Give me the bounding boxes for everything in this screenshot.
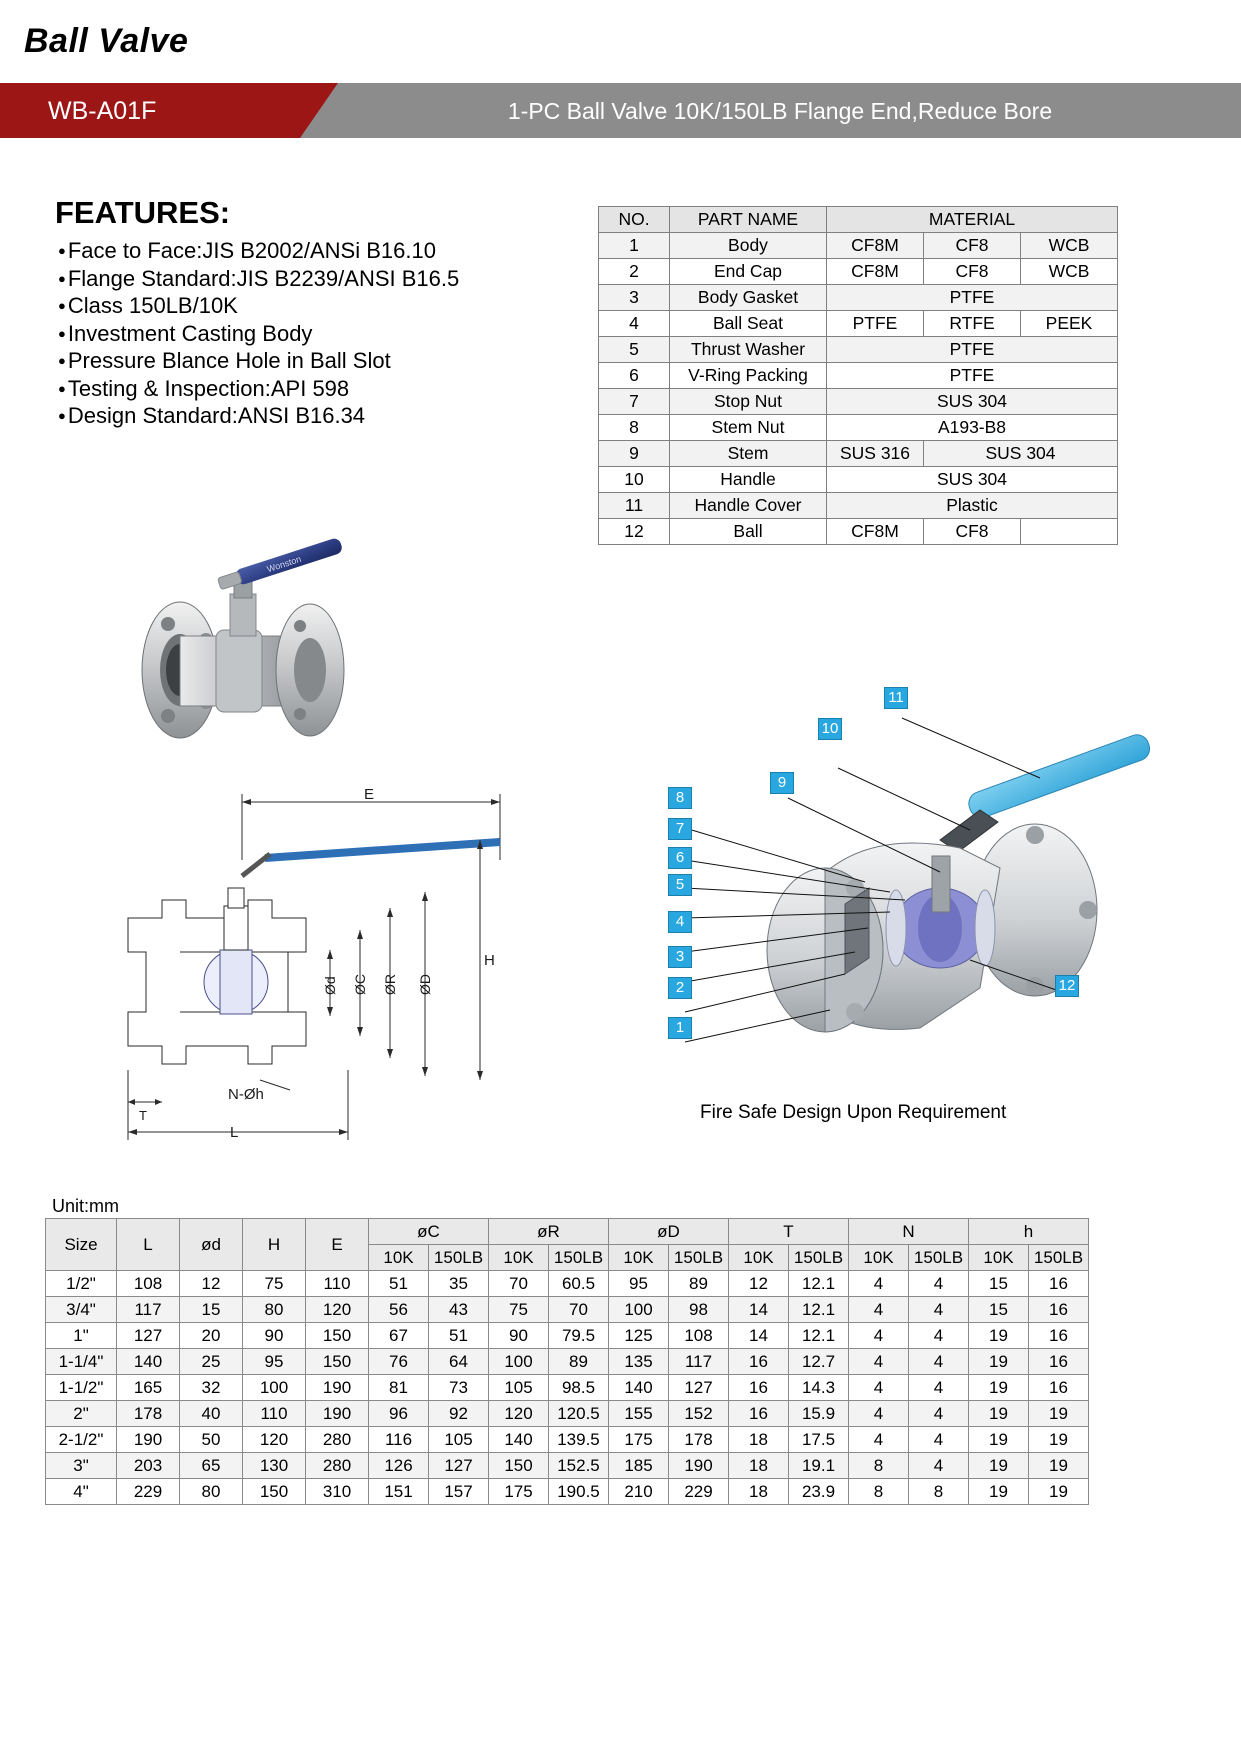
- part-material: SUS 304: [827, 467, 1118, 493]
- feature-item: ● Design Standard:ANSI B16.34: [58, 402, 459, 430]
- cell-L: 190: [117, 1427, 180, 1453]
- dimension-drawing: [80, 780, 600, 1160]
- cell-D-150lb: 89: [669, 1271, 729, 1297]
- cell-T-10k: 18: [729, 1453, 789, 1479]
- dim-subheader-10k: 10K: [849, 1245, 909, 1271]
- cell-d: 65: [180, 1453, 243, 1479]
- cell-H: 120: [243, 1427, 306, 1453]
- part-no: 4: [599, 311, 670, 337]
- callout-2: 2: [668, 977, 692, 999]
- table-row: [599, 285, 1118, 311]
- table-header-row: [599, 207, 1118, 233]
- cell-L: 108: [117, 1271, 180, 1297]
- part-name: Body: [670, 233, 827, 259]
- cell-R-150lb: 152.5: [549, 1453, 609, 1479]
- cell-T-150lb: 15.9: [789, 1401, 849, 1427]
- features-list: [58, 237, 459, 430]
- cell-H: 95: [243, 1349, 306, 1375]
- dim-label-d: Ød: [322, 976, 338, 995]
- cell-N-10k: 4: [849, 1375, 909, 1401]
- cell-h-150lb: 19: [1029, 1401, 1089, 1427]
- part-name: Handle Cover: [670, 493, 827, 519]
- table-row: [46, 1271, 1089, 1297]
- part-name: Ball Seat: [670, 311, 827, 337]
- cell-d: 32: [180, 1375, 243, 1401]
- part-material: RTFE: [924, 311, 1021, 337]
- cell-R-10k: 70: [489, 1271, 549, 1297]
- part-material: PTFE: [827, 285, 1118, 311]
- cell-T-150lb: 12.7: [789, 1349, 849, 1375]
- cell-size: 4": [46, 1479, 117, 1505]
- table-row: [46, 1349, 1089, 1375]
- cell-C-10k: 81: [369, 1375, 429, 1401]
- callout-4: 4: [668, 911, 692, 933]
- part-material: CF8M: [827, 519, 924, 545]
- table-row: [46, 1427, 1089, 1453]
- feature-item: ● Pressure Blance Hole in Ball Slot: [58, 347, 459, 375]
- cell-R-150lb: 120.5: [549, 1401, 609, 1427]
- cell-size: 2-1/2": [46, 1427, 117, 1453]
- dim-header-d: ød: [180, 1219, 243, 1271]
- dim-header-H: H: [243, 1219, 306, 1271]
- cell-R-150lb: 70: [549, 1297, 609, 1323]
- cell-D-10k: 100: [609, 1297, 669, 1323]
- cell-N-150lb: 4: [909, 1427, 969, 1453]
- cell-h-150lb: 16: [1029, 1271, 1089, 1297]
- cell-D-150lb: 152: [669, 1401, 729, 1427]
- part-name: V-Ring Packing: [670, 363, 827, 389]
- callout-7: 7: [668, 818, 692, 840]
- part-name: Thrust Washer: [670, 337, 827, 363]
- part-no: 5: [599, 337, 670, 363]
- cell-N-10k: 4: [849, 1323, 909, 1349]
- cell-size: 3": [46, 1453, 117, 1479]
- feature-item: ● Testing & Inspection:API 598: [58, 375, 459, 403]
- feature-item: ● Class 150LB/10K: [58, 292, 459, 320]
- part-no: 11: [599, 493, 670, 519]
- cell-T-150lb: 12.1: [789, 1323, 849, 1349]
- cell-E: 120: [306, 1297, 369, 1323]
- cell-H: 80: [243, 1297, 306, 1323]
- table-row: [599, 311, 1118, 337]
- dim-header-T: T: [729, 1219, 849, 1245]
- cell-h-10k: 19: [969, 1427, 1029, 1453]
- table-row: [46, 1479, 1089, 1505]
- cell-T-150lb: 19.1: [789, 1453, 849, 1479]
- cell-H: 110: [243, 1401, 306, 1427]
- part-no: 6: [599, 363, 670, 389]
- table-row: [599, 259, 1118, 285]
- part-no: 1: [599, 233, 670, 259]
- cell-D-150lb: 178: [669, 1427, 729, 1453]
- cell-N-10k: 4: [849, 1401, 909, 1427]
- callout-12: 12: [1055, 975, 1079, 997]
- dim-label-D: ØD: [417, 974, 433, 995]
- part-material: WCB: [1021, 259, 1118, 285]
- header-partname: PART NAME: [670, 207, 827, 233]
- cell-N-10k: 4: [849, 1297, 909, 1323]
- part-name: Stem: [670, 441, 827, 467]
- cell-E: 190: [306, 1401, 369, 1427]
- dim-label-L: L: [230, 1124, 239, 1141]
- cell-D-10k: 155: [609, 1401, 669, 1427]
- cell-size: 1-1/4": [46, 1349, 117, 1375]
- cell-C-10k: 151: [369, 1479, 429, 1505]
- dim-subheader-150lb: 150LB: [789, 1245, 849, 1271]
- callout-3: 3: [668, 946, 692, 968]
- cell-d: 80: [180, 1479, 243, 1505]
- cell-L: 178: [117, 1401, 180, 1427]
- part-material: PTFE: [827, 363, 1118, 389]
- dim-header-N: N: [849, 1219, 969, 1245]
- dim-header-R: øR: [489, 1219, 609, 1245]
- table-row: [599, 441, 1118, 467]
- cell-h-10k: 19: [969, 1453, 1029, 1479]
- cell-R-10k: 90: [489, 1323, 549, 1349]
- cell-L: 117: [117, 1297, 180, 1323]
- cell-h-10k: 19: [969, 1401, 1029, 1427]
- dim-subheader-10k: 10K: [609, 1245, 669, 1271]
- cell-D-10k: 125: [609, 1323, 669, 1349]
- feature-item: ● Flange Standard:JIS B2239/ANSI B16.5: [58, 265, 459, 293]
- dim-subheader-150lb: 150LB: [1029, 1245, 1089, 1271]
- part-material: CF8: [924, 259, 1021, 285]
- cell-T-10k: 14: [729, 1297, 789, 1323]
- cell-d: 50: [180, 1427, 243, 1453]
- table-row: [599, 415, 1118, 441]
- fire-safe-note: Fire Safe Design Upon Requirement: [700, 1102, 1007, 1123]
- part-material: Plastic: [827, 493, 1118, 519]
- part-material: CF8M: [827, 259, 924, 285]
- cell-N-150lb: 4: [909, 1297, 969, 1323]
- table-row: [46, 1375, 1089, 1401]
- cell-N-10k: 4: [849, 1427, 909, 1453]
- dim-header-size: Size: [46, 1219, 117, 1271]
- cell-h-10k: 19: [969, 1349, 1029, 1375]
- part-material: PTFE: [827, 337, 1118, 363]
- cell-L: 203: [117, 1453, 180, 1479]
- cell-d: 25: [180, 1349, 243, 1375]
- cell-size: 1": [46, 1323, 117, 1349]
- cell-R-10k: 75: [489, 1297, 549, 1323]
- table-row: [599, 389, 1118, 415]
- cell-R-150lb: 79.5: [549, 1323, 609, 1349]
- header-no: NO.: [599, 207, 670, 233]
- cell-C-150lb: 105: [429, 1427, 489, 1453]
- dim-label-N-holes: N-Øh: [228, 1086, 264, 1103]
- cell-C-150lb: 51: [429, 1323, 489, 1349]
- cell-D-10k: 210: [609, 1479, 669, 1505]
- cell-h-10k: 19: [969, 1375, 1029, 1401]
- callout-8: 8: [668, 787, 692, 809]
- dim-label-R: ØR: [382, 974, 398, 995]
- page-title: Ball Valve: [24, 22, 189, 60]
- cell-h-150lb: 16: [1029, 1349, 1089, 1375]
- cell-D-150lb: 127: [669, 1375, 729, 1401]
- cell-T-150lb: 12.1: [789, 1297, 849, 1323]
- cell-R-10k: 100: [489, 1349, 549, 1375]
- callout-1: 1: [668, 1017, 692, 1039]
- table-row: [599, 363, 1118, 389]
- cell-H: 75: [243, 1271, 306, 1297]
- cell-C-150lb: 43: [429, 1297, 489, 1323]
- cell-N-10k: 8: [849, 1479, 909, 1505]
- cell-T-10k: 16: [729, 1401, 789, 1427]
- callout-9: 9: [770, 772, 794, 794]
- table-row: [599, 519, 1118, 545]
- dim-header-C: øC: [369, 1219, 489, 1245]
- svg-text:Wonston: Wonston: [265, 553, 303, 575]
- cell-size: 1/2": [46, 1271, 117, 1297]
- cell-d: 40: [180, 1401, 243, 1427]
- cell-R-150lb: 139.5: [549, 1427, 609, 1453]
- cell-T-10k: 18: [729, 1479, 789, 1505]
- cell-C-150lb: 73: [429, 1375, 489, 1401]
- cell-C-150lb: 157: [429, 1479, 489, 1505]
- cell-N-150lb: 4: [909, 1323, 969, 1349]
- cell-T-10k: 18: [729, 1427, 789, 1453]
- cell-N-150lb: 4: [909, 1401, 969, 1427]
- cell-h-150lb: 16: [1029, 1297, 1089, 1323]
- part-material: SUS 304: [827, 389, 1118, 415]
- dim-subheader-10k: 10K: [969, 1245, 1029, 1271]
- cell-L: 229: [117, 1479, 180, 1505]
- cell-H: 130: [243, 1453, 306, 1479]
- cell-R-150lb: 190.5: [549, 1479, 609, 1505]
- part-no: 3: [599, 285, 670, 311]
- cell-size: 2": [46, 1401, 117, 1427]
- cell-N-10k: 8: [849, 1453, 909, 1479]
- dim-label-T: T: [139, 1108, 147, 1123]
- part-no: 12: [599, 519, 670, 545]
- callout-6: 6: [668, 847, 692, 869]
- dim-header-D: øD: [609, 1219, 729, 1245]
- unit-label: Unit:mm: [52, 1196, 119, 1216]
- cell-D-10k: 185: [609, 1453, 669, 1479]
- cell-h-150lb: 19: [1029, 1479, 1089, 1505]
- cell-D-150lb: 229: [669, 1479, 729, 1505]
- feature-item: ● Face to Face:JIS B2002/ANSi B16.10: [58, 237, 459, 265]
- part-no: 2: [599, 259, 670, 285]
- part-name: Stop Nut: [670, 389, 827, 415]
- cell-H: 90: [243, 1323, 306, 1349]
- dimension-table-body: [46, 1271, 1089, 1505]
- dim-subheader-10k: 10K: [369, 1245, 429, 1271]
- cell-C-150lb: 127: [429, 1453, 489, 1479]
- cell-d: 15: [180, 1297, 243, 1323]
- cutaway-diagram: [640, 660, 1200, 1080]
- dim-subheader-10k: 10K: [729, 1245, 789, 1271]
- cell-size: 3/4": [46, 1297, 117, 1323]
- cell-L: 165: [117, 1375, 180, 1401]
- cell-R-150lb: 98.5: [549, 1375, 609, 1401]
- cell-D-10k: 140: [609, 1375, 669, 1401]
- feature-item: ● Investment Casting Body: [58, 320, 459, 348]
- cell-H: 100: [243, 1375, 306, 1401]
- cell-C-10k: 96: [369, 1401, 429, 1427]
- cell-T-150lb: 12.1: [789, 1271, 849, 1297]
- header-material: MATERIAL: [827, 207, 1118, 233]
- cell-C-150lb: 64: [429, 1349, 489, 1375]
- table-row: [46, 1323, 1089, 1349]
- cell-T-10k: 16: [729, 1375, 789, 1401]
- cell-R-150lb: 89: [549, 1349, 609, 1375]
- part-material: PEEK: [1021, 311, 1118, 337]
- cell-E: 110: [306, 1271, 369, 1297]
- cell-T-150lb: 14.3: [789, 1375, 849, 1401]
- cell-N-150lb: 4: [909, 1349, 969, 1375]
- cell-D-150lb: 108: [669, 1323, 729, 1349]
- callout-11: 11: [884, 687, 908, 709]
- cell-E: 150: [306, 1323, 369, 1349]
- table-row: [46, 1401, 1089, 1427]
- dim-subheader-150lb: 150LB: [549, 1245, 609, 1271]
- dim-header-row-1: [46, 1219, 1089, 1245]
- part-name: Handle: [670, 467, 827, 493]
- part-no: 10: [599, 467, 670, 493]
- cell-T-10k: 12: [729, 1271, 789, 1297]
- cell-L: 127: [117, 1323, 180, 1349]
- cell-D-10k: 95: [609, 1271, 669, 1297]
- header-subtitle: 1-PC Ball Valve 10K/150LB Flange End,Reduce Bore: [507, 98, 1053, 124]
- part-name: End Cap: [670, 259, 827, 285]
- cell-R-10k: 140: [489, 1427, 549, 1453]
- cell-h-10k: 19: [969, 1479, 1029, 1505]
- cell-D-10k: 135: [609, 1349, 669, 1375]
- table-row: [599, 467, 1118, 493]
- cell-N-150lb: 4: [909, 1453, 969, 1479]
- cell-C-10k: 56: [369, 1297, 429, 1323]
- dim-label-H: H: [484, 952, 495, 969]
- cell-N-150lb: 8: [909, 1479, 969, 1505]
- dim-label-C: ØC: [352, 974, 368, 995]
- cell-N-10k: 4: [849, 1271, 909, 1297]
- cell-C-150lb: 92: [429, 1401, 489, 1427]
- cell-size: 1-1/2": [46, 1375, 117, 1401]
- cell-E: 150: [306, 1349, 369, 1375]
- dim-label-E: E: [364, 786, 375, 803]
- cell-C-10k: 51: [369, 1271, 429, 1297]
- callout-10: 10: [818, 718, 842, 740]
- cell-E: 280: [306, 1453, 369, 1479]
- part-material: CF8M: [827, 233, 924, 259]
- cell-E: 310: [306, 1479, 369, 1505]
- cell-H: 150: [243, 1479, 306, 1505]
- cell-N-10k: 4: [849, 1349, 909, 1375]
- cell-E: 280: [306, 1427, 369, 1453]
- callout-5: 5: [668, 874, 692, 896]
- cell-N-150lb: 4: [909, 1271, 969, 1297]
- cell-T-10k: 16: [729, 1349, 789, 1375]
- dim-header-L: L: [117, 1219, 180, 1271]
- cell-h-150lb: 19: [1029, 1427, 1089, 1453]
- cell-C-10k: 76: [369, 1349, 429, 1375]
- cell-D-150lb: 190: [669, 1453, 729, 1479]
- cell-C-150lb: 35: [429, 1271, 489, 1297]
- product-photo: [120, 490, 500, 780]
- features-title: FEATURES:: [55, 195, 231, 230]
- part-material: CF8: [924, 519, 1021, 545]
- dim-header-h: h: [969, 1219, 1089, 1245]
- part-material: A193-B8: [827, 415, 1118, 441]
- table-row: [46, 1297, 1089, 1323]
- cell-T-10k: 14: [729, 1323, 789, 1349]
- part-no: 9: [599, 441, 670, 467]
- part-no: 7: [599, 389, 670, 415]
- dim-header-E: E: [306, 1219, 369, 1271]
- cell-E: 190: [306, 1375, 369, 1401]
- part-material: [1021, 519, 1118, 545]
- cell-C-10k: 67: [369, 1323, 429, 1349]
- table-row: [599, 493, 1118, 519]
- cell-h-150lb: 16: [1029, 1375, 1089, 1401]
- cell-R-10k: 150: [489, 1453, 549, 1479]
- cell-D-150lb: 98: [669, 1297, 729, 1323]
- dim-subheader-10k: 10K: [489, 1245, 549, 1271]
- part-material: SUS 316: [827, 441, 924, 467]
- part-name: Stem Nut: [670, 415, 827, 441]
- table-row: [599, 337, 1118, 363]
- cell-R-10k: 175: [489, 1479, 549, 1505]
- cell-R-10k: 105: [489, 1375, 549, 1401]
- cell-h-150lb: 19: [1029, 1453, 1089, 1479]
- dim-subheader-150lb: 150LB: [669, 1245, 729, 1271]
- cell-h-150lb: 16: [1029, 1323, 1089, 1349]
- dim-subheader-150lb: 150LB: [429, 1245, 489, 1271]
- part-name: Ball: [670, 519, 827, 545]
- part-material: PTFE: [827, 311, 924, 337]
- part-material: WCB: [1021, 233, 1118, 259]
- cell-L: 140: [117, 1349, 180, 1375]
- part-no: 8: [599, 415, 670, 441]
- cell-T-150lb: 23.9: [789, 1479, 849, 1505]
- cell-D-10k: 175: [609, 1427, 669, 1453]
- table-row: [599, 233, 1118, 259]
- model-code: WB-A01F: [48, 97, 157, 125]
- cell-C-10k: 116: [369, 1427, 429, 1453]
- dimension-table: [45, 1218, 1089, 1505]
- cell-N-150lb: 4: [909, 1375, 969, 1401]
- cell-C-10k: 126: [369, 1453, 429, 1479]
- cell-h-10k: 15: [969, 1271, 1029, 1297]
- part-material: SUS 304: [924, 441, 1118, 467]
- part-material: CF8: [924, 233, 1021, 259]
- cell-T-150lb: 17.5: [789, 1427, 849, 1453]
- table-row: [46, 1453, 1089, 1479]
- dim-subheader-150lb: 150LB: [909, 1245, 969, 1271]
- cell-R-150lb: 60.5: [549, 1271, 609, 1297]
- cell-d: 20: [180, 1323, 243, 1349]
- cell-h-10k: 15: [969, 1297, 1029, 1323]
- cell-d: 12: [180, 1271, 243, 1297]
- part-name: Body Gasket: [670, 285, 827, 311]
- cell-R-10k: 120: [489, 1401, 549, 1427]
- cell-D-150lb: 117: [669, 1349, 729, 1375]
- parts-material-table: [598, 206, 1118, 545]
- cell-h-10k: 19: [969, 1323, 1029, 1349]
